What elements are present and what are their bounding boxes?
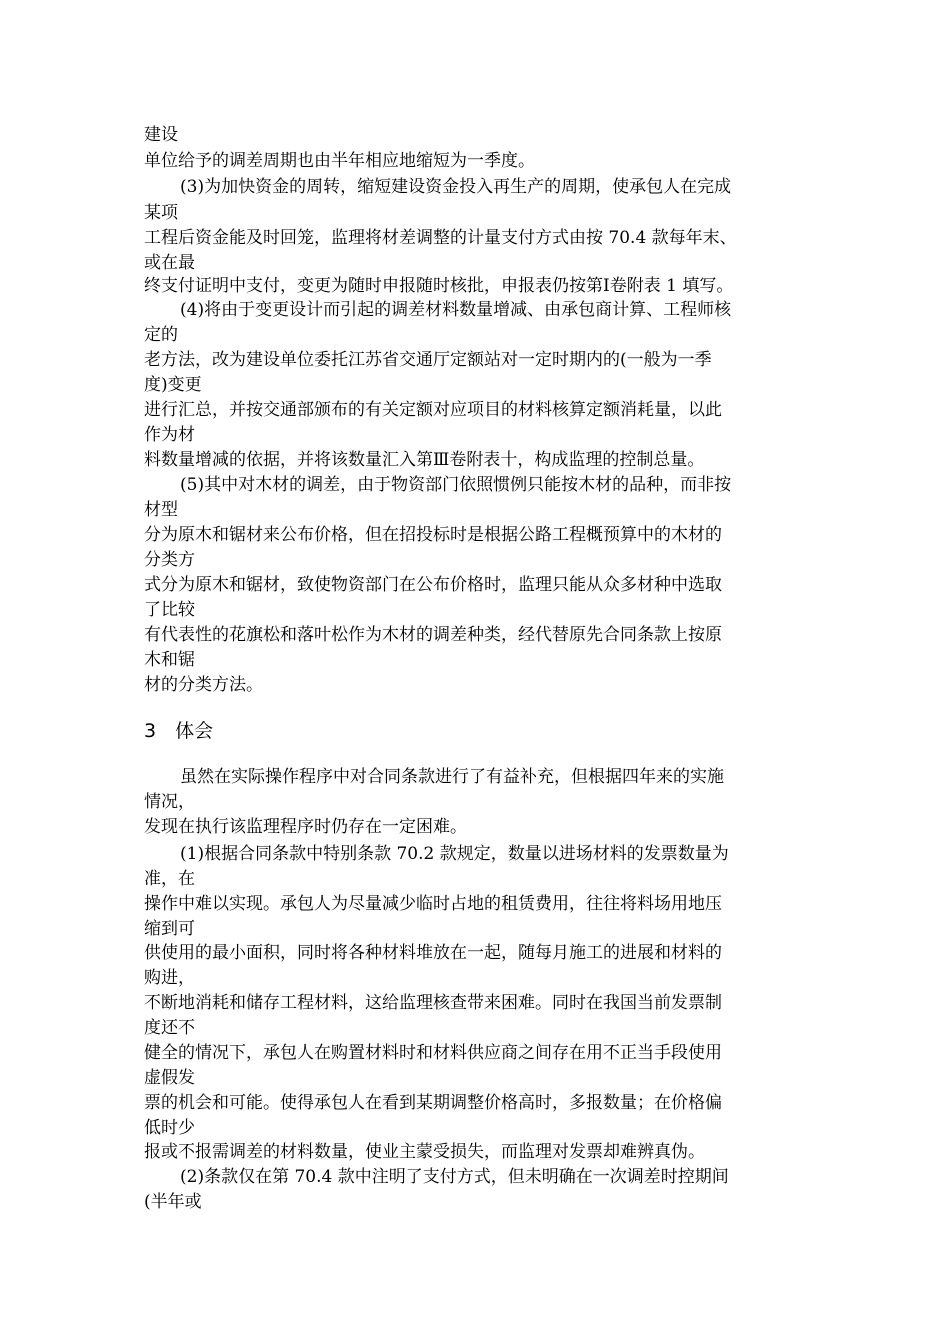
text-line: 终支付证明中支付，变更为随时申报随时核批，申报表仍按第Ⅰ卷附表 1 填写。	[144, 276, 734, 296]
text-line: 或在最	[144, 253, 195, 273]
paragraph-start-line: (3)为加快资金的周转，缩短建设资金投入再生产的周期，使承包人在完成	[180, 177, 732, 197]
text-line: 发现在执行该监理程序时仍存在一定困难。	[144, 817, 467, 837]
text-line: 建设	[144, 125, 178, 145]
text-line: 木和锯	[144, 650, 195, 670]
text-line: 老方法，改为建设单位委托江苏省交通厅定额站对一定时期内的(一般为一季	[144, 350, 712, 370]
text-line: 度还不	[144, 1018, 195, 1038]
text-line: 工程后资金能及时回笼，监理将材差调整的计量支付方式由按 70.4 款每年末、	[144, 228, 737, 248]
text-line: 报或不报需调差的材料数量，使业主蒙受损失，而监理对发票却难辨真伪。	[144, 1142, 705, 1162]
paragraph-start-line: 虽然在实际操作程序中对合同条款进行了有益补充，但根据四年来的实施	[180, 767, 724, 787]
text-line: 情况，	[144, 792, 195, 812]
paragraph-start-line: (1)根据合同条款中特别条款 70.2 款规定，数量以进场材料的发票数量为	[180, 844, 729, 864]
text-line: 了比较	[144, 600, 195, 620]
text-line: 式分为原木和锯材，致使物资部门在公布价格时，监理只能从众多材种中选取	[144, 575, 722, 595]
text-line: 某项	[144, 203, 178, 223]
text-line: 操作中难以实现。承包人为尽量减少临时占地的租赁费用，往往将料场用地压	[144, 894, 722, 914]
text-line: 度)变更	[144, 375, 202, 395]
text-line: 分类方	[144, 550, 195, 570]
text-line: (半年或	[144, 1192, 202, 1212]
text-line: 作为材	[144, 425, 195, 445]
text-line: 材型	[144, 500, 178, 520]
text-line: 材的分类方法。	[144, 675, 263, 695]
text-line: 料数量增减的依据，并将该数量汇入第Ⅲ卷附表十，构成监理的控制总量。	[144, 450, 705, 470]
text-line: 票的机会和可能。使得承包人在看到某期调整价格高时，多报数量；在价格偏	[144, 1093, 722, 1113]
text-line: 虚假发	[144, 1068, 195, 1088]
text-line: 有代表性的花旗松和落叶松作为木材的调差种类，经代替原先合同条款上按原	[144, 625, 722, 645]
text-line: 进行汇总，并按交通部颁布的有关定额对应项目的材料核算定额消耗量，以此	[144, 400, 722, 420]
section-heading: 3 体会	[144, 720, 214, 742]
paragraph-start-line: (5)其中对木材的调差，由于物资部门依照惯例只能按木材的品种，而非按	[180, 475, 732, 495]
text-line: 供使用的最小面积，同时将各种材料堆放在一起，随每月施工的进展和材料的	[144, 943, 722, 963]
text-line: 准，在	[144, 869, 195, 889]
text-line: 分为原木和锯材来公布价格，但在招投标时是根据公路工程概预算中的木材的	[144, 525, 722, 545]
text-line: 低时少	[144, 1118, 195, 1138]
text-line: 购进，	[144, 968, 195, 988]
paragraph-start-line: (2)条款仅在第 70.4 款中注明了支付方式，但未明确在一次调差时控期间	[180, 1167, 729, 1187]
text-line: 不断地消耗和储存工程材料，这给监理核查带来困难。同时在我国当前发票制	[144, 993, 722, 1013]
text-line: 定的	[144, 325, 178, 345]
paragraph-start-line: (4)将由于变更设计而引起的调差材料数量增减、由承包商计算、工程师核	[180, 300, 732, 320]
text-line: 单位给予的调差周期也由半年相应地缩短为一季度。	[144, 151, 535, 171]
text-line: 健全的情况下，承包人在购置材料时和材料供应商之间存在用不正当手段使用	[144, 1043, 722, 1063]
text-line: 缩到可	[144, 919, 195, 939]
